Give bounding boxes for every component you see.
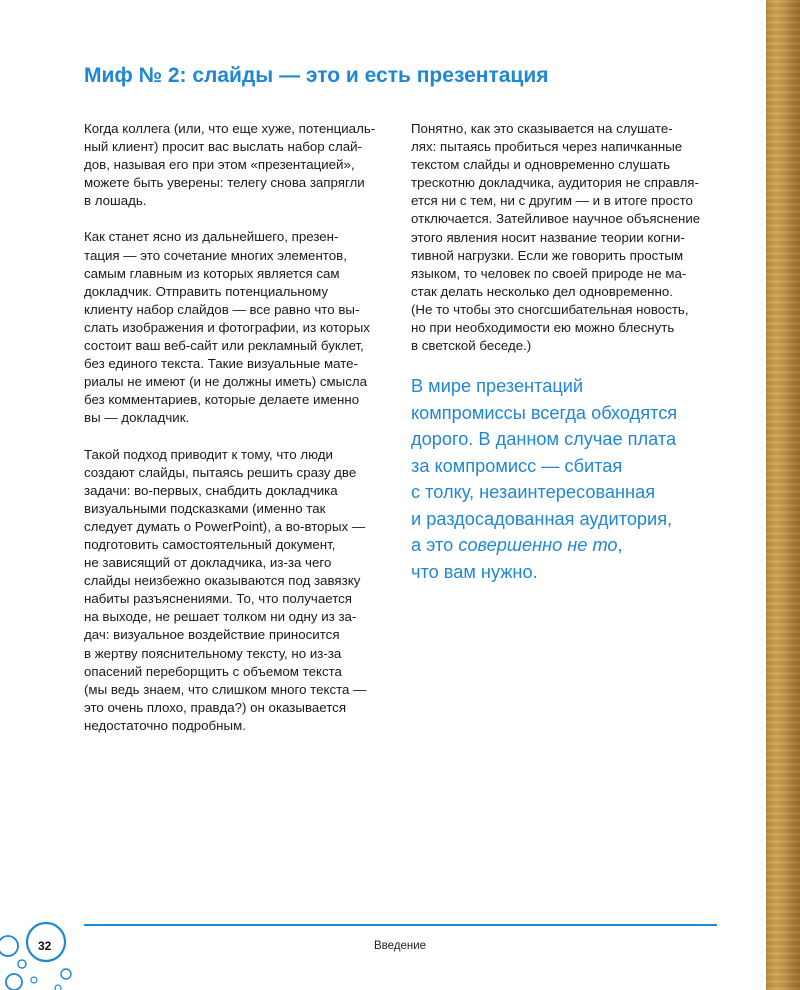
page-number: 32 [38,939,52,953]
left-column [84,120,388,753]
bubble-icon [0,936,18,956]
bubble-icon [6,974,22,990]
bubble-icon [18,960,26,968]
pull-quote-tail: , что вам нужно. [411,535,623,582]
footer-rule [84,924,717,926]
pull-quote-emphasis: совершенно не то [458,535,618,556]
page-edge-texture [766,0,800,990]
pull-quote [411,373,715,585]
section-heading: Миф № 2: слайды — это и есть презентация [84,64,549,87]
pull-quote-lead: В мире презентаций компромиссы всегда обходятся дорого. В данном случае плата за компромисс — сбитая с толку, незаинтересованная и раздосадованная аудитория, а это [411,376,678,556]
bubble-icon [61,969,71,979]
paragraph: Понятно, как это сказывается на слушате- лях: пытаясь пробиться через напичканные текстом слайды и одновременно слушать трескотню докладчика, аудитория не справля- ется ни с тем, ни с другим — и в итоге просто отключается. Затейливое научное объяснение этого явления носит название теории когни- тивной нагрузки. Если же говорить простым языком, то человек по своей природе не ма- стак делать несколько дел одновременно. (Не то чтобы это сногсшибательная новость, но при необходимости ею можно блеснуть в светской беседе.) [411,121,701,354]
running-footer: Введение [374,940,427,952]
paragraph: Когда коллега (или, что еще хуже, потенциаль- ный клиент) просит вас выслать набор слай- дов, называя его при этом «презентацией», можете быть уверены: телегу снова запрягли в лошадь. [84,121,376,209]
paragraph: Такой подход приводит к тому, что люди создают слайды, пытаясь решить сразу две задачи: во-первых, снабдить докладчика визуальными подсказками (именно так следует думать о PowerPoint), а во-вторых — подготовить самостоятельный документ, не зависящий от докладчика, из-за чего слайды неизбежно оказываются под завязку набиты разъяснениями. То, что получается на выходе, не решает толком ни одну из за- дач: визуальное воздействие приносится в жертву пояснительному тексту, но из-за опасений переборщить с объемом текста (мы ведь знаем, что слишком много текста — это очень плохо, правда?) он оказывается недостаточно подробным. [84,446,367,733]
right-column [411,120,715,585]
bubble-icon [31,977,37,983]
paragraph: Как станет ясно из дальнейшего, презен- тация — это сочетание многих элементов, самым главным из которых является сам докладчик. Отправить потенциальному клиенту набор слайдов — все равно что вы- слать изображения и фотографии, из которых состоит ваш веб-сайт или рекламный буклет, без единого текста. Такие визуальные мате- риалы не имеют (и не должны иметь) смысла без комментариев, которые делаете именно вы — докладчик. [84,229,370,426]
bubble-icon [55,985,61,990]
